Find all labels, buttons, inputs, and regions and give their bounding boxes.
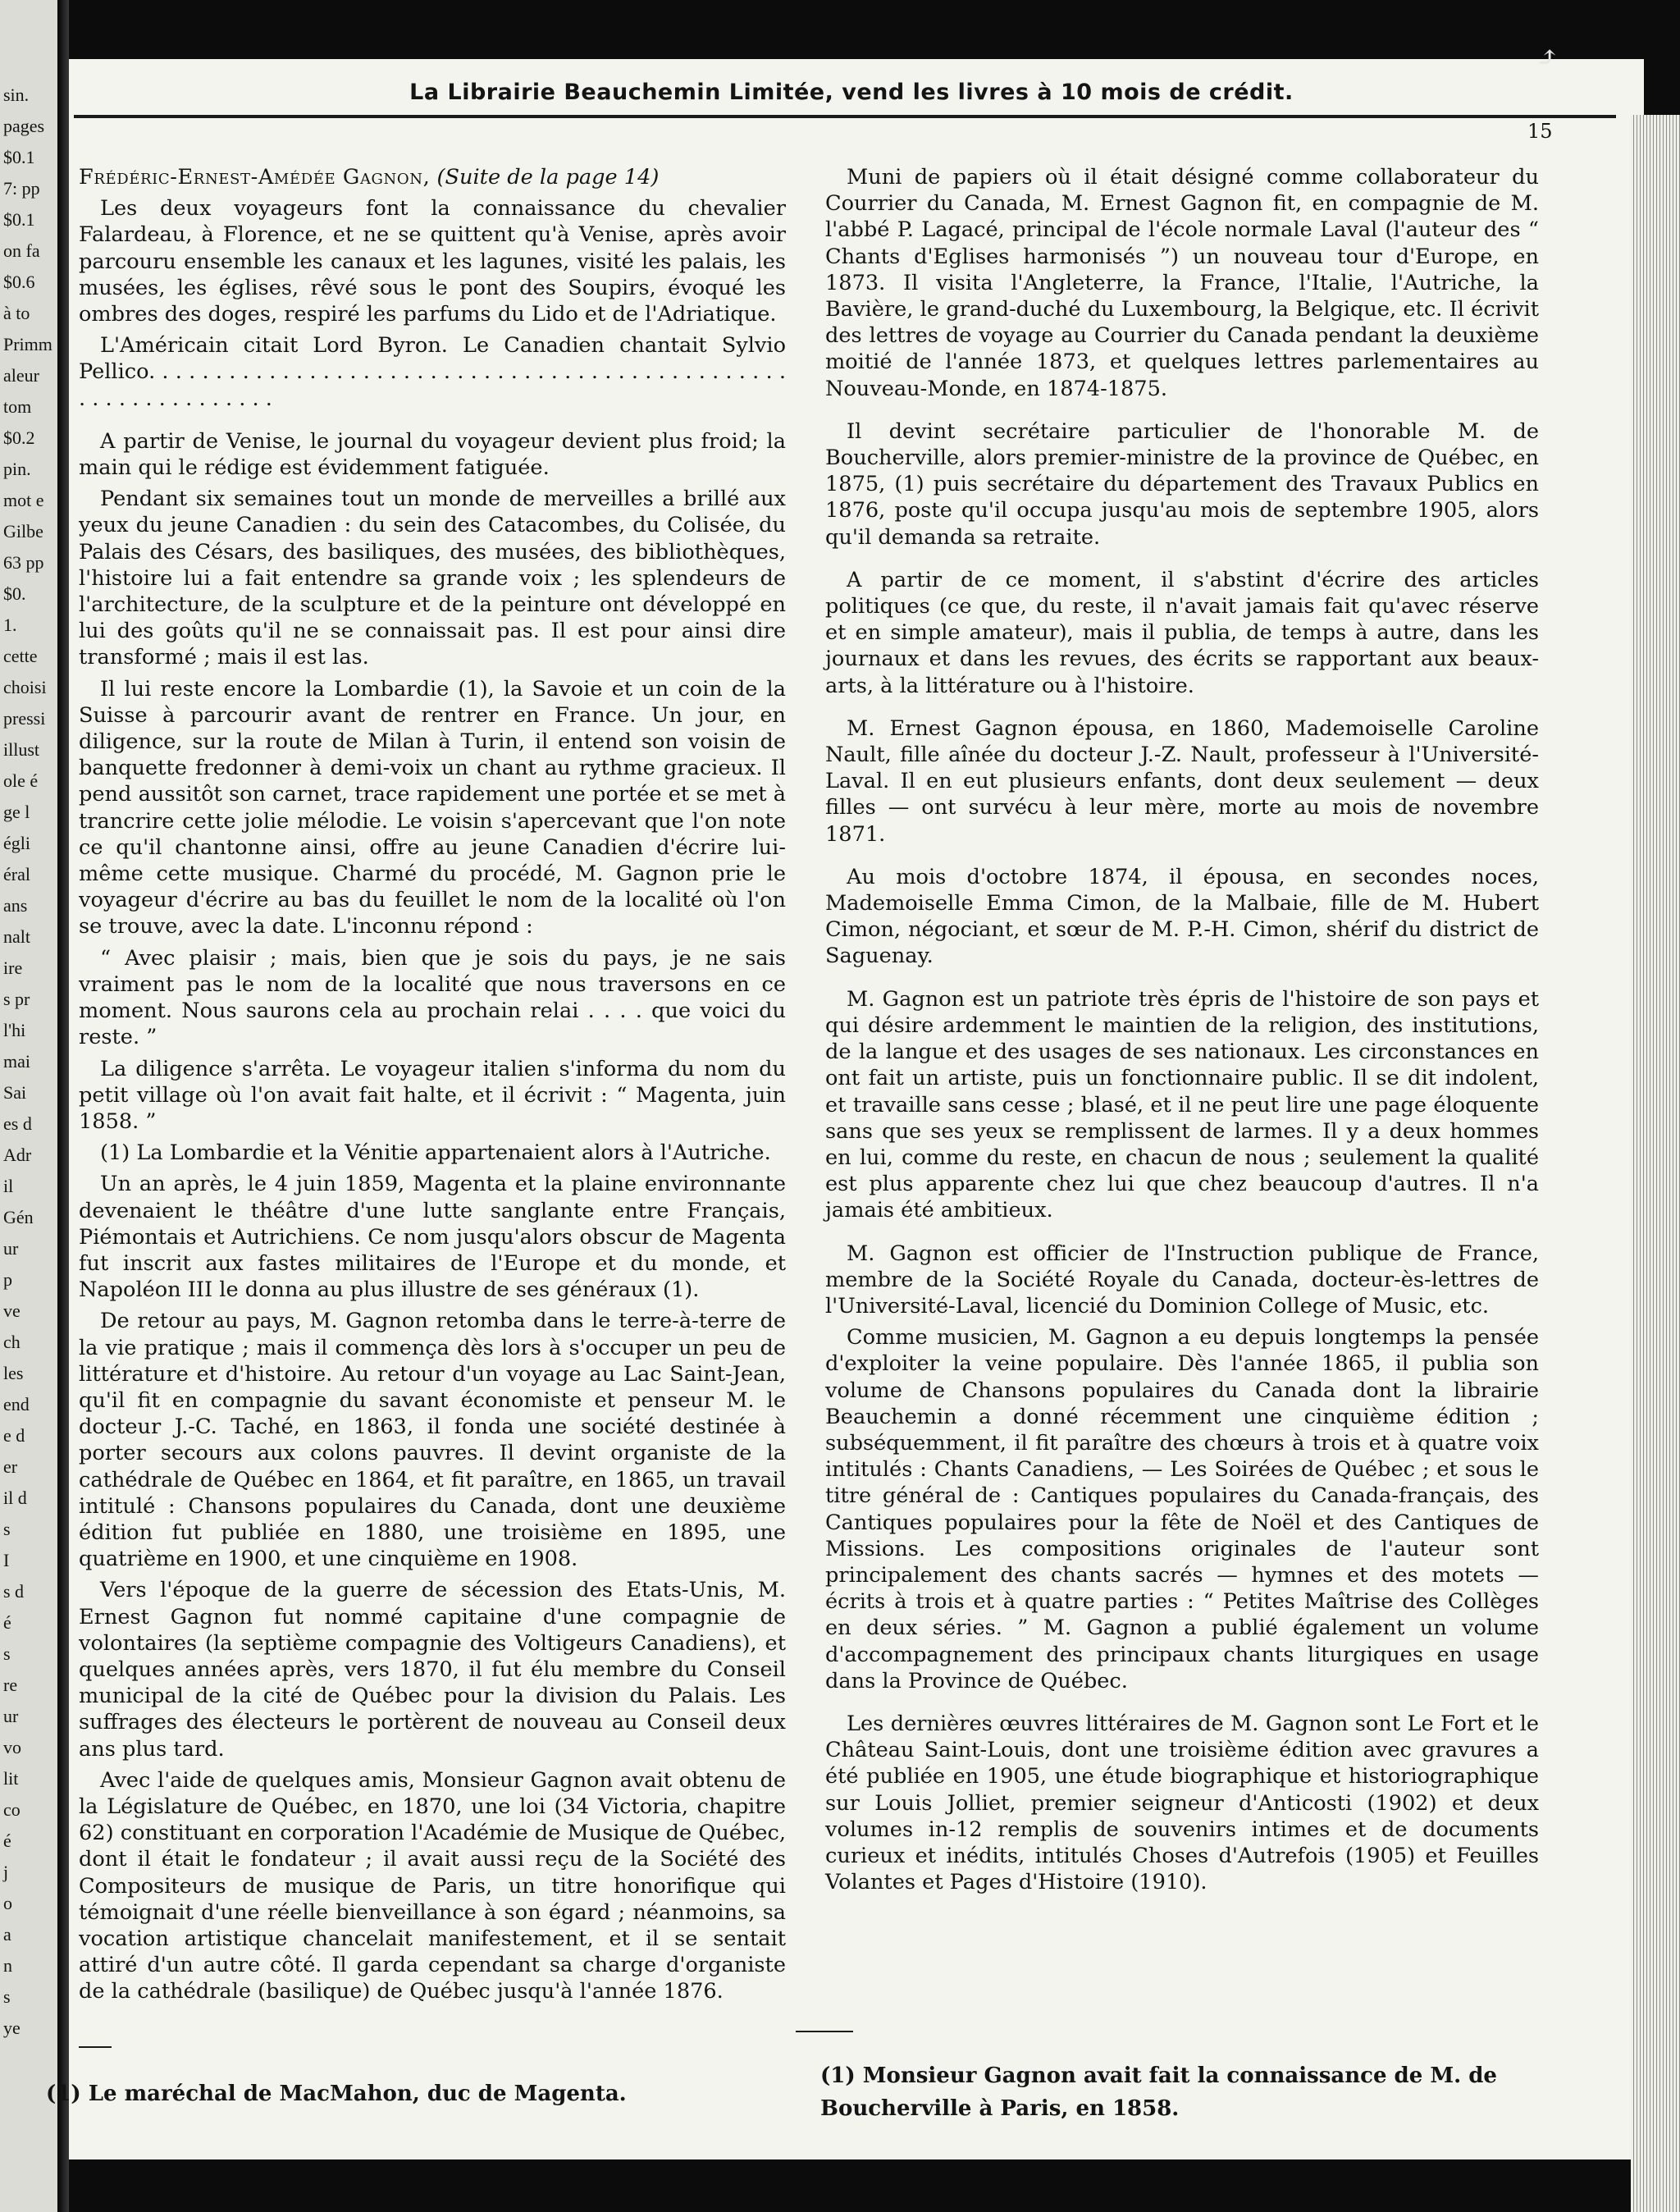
previous-page-fragment: l'hi (3, 1020, 26, 1040)
header-banner-text: La Librairie Beauchemin Limitée, vend les livres à 10 mois de crédit. (409, 79, 1294, 105)
previous-page-fragment: cette (3, 646, 38, 666)
paragraph: Les deux voyageurs font la connaissance du chevalier Falardeau, à Florence, et ne se quittent qu'à Venise, après avoir parcouru ensemble les canaux et les lagunes, visité les palais, les musées, les églises, rêvé sous le pont des Soupirs, évoqué les ombres des doges, respiré les parfums du Lido et de l'Adriatique. (79, 196, 786, 327)
paragraph: Muni de papiers où il était désigné comme collaborateur du Courrier du Canada, M. Ernest Gagnon fit, en compagnie de M. l'abbé P. Lagacé, principal de l'école normale Laval (l'auteur des “ Chants d'Eglises harmonisés ”) un nouveau tour d'Europe, en 1873. Il visita l'Angleterre, la France, l'Italie, l'Autriche, la Bavière, le grand-duché du Luxembourg, la Belgique, etc. Il écrivit des lettres de voyage au Courrier du Canada pendant la deuxième moitié de l'année 1873, et quelques lettres parlementaires au Nouveau-Monde, en 1874-1875. (825, 165, 1539, 401)
previous-page-fragment: s (3, 1986, 11, 2007)
previous-page-fragment: $0.6 (3, 272, 35, 292)
previous-page-strip (0, 0, 62, 2212)
previous-page-fragment: ye (3, 2018, 21, 2038)
footnote-left: (1) Le maréchal de MacMahon, duc de Magenta. (46, 2082, 627, 2106)
previous-page-fragment: ch (3, 1332, 21, 1352)
previous-page-fragment: Sai (3, 1082, 27, 1103)
previous-page-fragment: s (3, 1643, 11, 1664)
previous-page-fragment: p (3, 1269, 12, 1290)
previous-page-fragment: 1. (3, 615, 17, 635)
previous-page-fragment: ur (3, 1706, 19, 1726)
page-edges (1631, 115, 1680, 2212)
previous-page-fragment: Primm (3, 334, 52, 354)
previous-page-fragment: I (3, 1550, 10, 1570)
previous-page-fragment: ge l (3, 802, 30, 822)
previous-page-fragment: s (3, 1519, 11, 1539)
previous-page-fragment: $0.1 (3, 147, 35, 167)
previous-page-fragment: n (3, 1955, 12, 1976)
previous-page-fragment: ur (3, 1238, 19, 1259)
previous-page-fragment: $0.2 (3, 427, 35, 448)
previous-page-fragment: sin. (3, 85, 30, 105)
previous-page-fragment: end (3, 1394, 30, 1414)
previous-page-fragment: $0.1 (3, 209, 35, 230)
previous-page-fragment: illust (3, 739, 40, 760)
previous-page-fragment: é (3, 1830, 11, 1851)
previous-page-fragment: 7: pp (3, 178, 40, 199)
previous-page-fragment: lit (3, 1768, 19, 1789)
previous-page-fragment: 63 pp (3, 552, 44, 573)
paragraph: A partir de Venise, le journal du voyageur devient plus froid; la main qui le rédige est évidemment fatiguée. (79, 428, 786, 481)
previous-page-fragment: il d (3, 1488, 27, 1508)
previous-page-fragment: les (3, 1363, 24, 1383)
previous-page-fragment: re (3, 1675, 18, 1695)
previous-page-fragment: mai (3, 1051, 30, 1072)
previous-page-fragment: ole é (3, 770, 39, 791)
paragraph: Pendant six semaines tout un monde de merveilles a brillé aux yeux du jeune Canadien : du sein des Catacombes, du Colisée, du Palais des Césars, des basiliques, des musées, des bibliothèques, l'histoire lui a fait entendre sa grande voix ; les splendeurs de l'architecture, de la sculpture et de la peinture ont développé en lui des goûts qu'il ne se connaissait pas. Il est pour ainsi dire transformé ; mais il est las. (79, 487, 786, 670)
paragraph: Vers l'époque de la guerre de sécession des Etats-Unis, M. Ernest Gagnon fut nommé capitaine d'une compagnie de volontaires (la septième compagnie des Voltigeurs Canadiens), et quelques années après, vers 1870, il fut élu membre du Conseil municipal de la cité de Québec pour la division du Palais. Les suffrages des électeurs le portèrent de nouveau au Conseil deux ans plus tard. (79, 1578, 786, 1762)
previous-page-fragment: o (3, 1893, 12, 1913)
article-title (79, 164, 786, 190)
previous-page-fragment: pressi (3, 708, 46, 729)
previous-page-fragment: vo (3, 1737, 21, 1757)
footnote-rule-left (79, 2046, 112, 2048)
header-banner (72, 67, 1631, 117)
previous-page-fragment: Adr (3, 1145, 32, 1165)
previous-page-fragment: tom (3, 396, 32, 417)
previous-page-fragment: e d (3, 1425, 25, 1446)
previous-page-fragment: ve (3, 1300, 21, 1321)
book-spine (57, 0, 69, 2212)
paragraph: M. Ernest Gagnon épousa, en 1860, Mademoiselle Caroline Nault, fille aînée du docteur J.-Z. Nault, professeur à l'Université-Laval. Il en eut plusieurs enfants, dont deux seulement — deux filles — ont survécu à leur mère, morte au mois de novembre 1871. (825, 715, 1539, 847)
paragraph: Les dernières œuvres littéraires de M. Gagnon sont Le Fort et le Château Saint-Louis, dont une troisième édition avec gravures a été publiée en 1905, une étude biographique et historiographique sur Louis Jolliet, premier seigneur d'Anticosti (1902) et deux volumes in-12 remplis de souvenirs intimes et de documents curieux et inédits, intitulés Choses d'Autrefois (1905) et Feuilles Volantes et Pages d'Histoire (1910). (825, 1711, 1539, 1895)
right-column (825, 164, 1539, 1900)
previous-page-fragment: er (3, 1456, 18, 1477)
paragraph: A partir de ce moment, il s'abstint d'écrire des articles politiques (ce que, du reste, il n'avait jamais fait qu'avec réserve et en simple amateur), mais il publia, de temps à autre, dans les journaux et dans les revues, des écrits se rapportant aux beaux-arts, à la littérature ou à l'histoire. (825, 567, 1539, 698)
previous-page-fragment: il (3, 1176, 14, 1196)
paragraph: La diligence s'arrêta. Le voyageur italien s'informa du nom du petit village où l'on avait fait halte, et il écrivit : “ Magenta, juin 1858. ” (79, 1056, 786, 1134)
previous-page-fragment: a (3, 1924, 11, 1945)
article-title-name: Frédéric-Ernest-Amédée Gagnon, (79, 165, 431, 190)
footnote-right: (1) Monsieur Gagnon avait fait la connaissance de M. de Boucherville à Paris, en 1858. (820, 2063, 1497, 2121)
previous-page-fragment: à to (3, 303, 30, 323)
footnote-inline: (1) La Lombardie et la Vénitie appartenaient alors à l'Autriche. (100, 1140, 771, 1166)
paragraph: Il devint secrétaire particulier de l'honorable M. de Boucherville, alors premier-ministre de la province de Québec, en 1875, (1) puis secrétaire du département des Travaux Publics en 1876, poste qu'il occupa jusqu'au mois de septembre 1905, alors qu'il demanda sa retraite. (825, 418, 1539, 550)
paragraph: Comme musicien, M. Gagnon a eu depuis longtemps la pensée d'exploiter la veine populaire. Dès l'année 1865, il publia son volume de Chansons populaires du Canada dont la librairie Beauchemin a donné récemment une cinquième édition ; subséquemment, il fit paraître des chœurs à trois et à quatre voix intitulés : Chants Canadiens, — Les Soirées de Québec ; et sous le titre général de : Cantiques populaires du Canada-français, des Cantiques populaires pour la fête de Noël et des Cantiques de Missions. Les compositions originales de l'auteur sont principalement des chants sacrés — hymnes et des motets — écrits à trois et à quatre parties : “ Petites Maîtrise des Collèges en deux séries. ” M. Gagnon a publié également un volume d'accompagnement des principaux chants liturgiques en usage dans la Province de Québec. (825, 1325, 1539, 1693)
paragraph: M. Gagnon est un patriote très épris de l'histoire de son pays et qui désire ardemment le maintien de la religion, des institutions, de la langue et des usages de ses nationaux. Les circonstances en ont fait un artiste, puis un fonctionnaire public. Il se dit indolent, et travaille sans cesse ; blasé, et il ne peut lire une page éloquente sans que ses yeux se remplissent de larmes. Il y a deux hommes en lui, comme du reste, en chacun de nous ; seulement la qualité est plus apparente chez lui que chez beaucoup d'autres. Il n'a jamais été ambitieux. (825, 986, 1539, 1223)
paragraph: Avec l'aide de quelques amis, Monsieur Gagnon avait obtenu de la Législature de Québec, en 1870, une loi (34 Victoria, chapitre 62) constituant en corporation l'Académie de Musique de Québec, dont il était le fondateur ; il avait aussi reçu de la Société des Compositeurs de musique de Paris, un titre honorifique qui témoignait d'une réelle bienveillance à son égard ; néanmoins, sa vocation artistique chancelait manifestement, et il se sentait attiré d'un autre côté. Il garda cependant sa charge d'organiste de la cathédrale (basilique) de Québec jusqu'à l'année 1876. (79, 1767, 786, 2004)
previous-page-fragment: Gilbe (3, 521, 43, 542)
paragraph: De retour au pays, M. Gagnon retomba dans le terre-à-terre de la vie pratique ; mais il commença dès lors à s'occuper un peu de littérature et d'histoire. Au retour d'un voyage au Lac Saint-Jean, qu'il fit en compagnie du savant économiste et penseur M. le docteur J.-C. Taché, en 1863, il fonda une société destinée à porter secours aux colons pauvres. Il devint organiste de la cathédrale de Québec en 1864, et fit paraître, en 1865, un travail intitulé : Chansons populaires du Canada, dont une deuxième édition fut publiée en 1880, une troisième en 1895, une quatrième en 1900, et une cinquième en 1908. (79, 1309, 786, 1572)
previous-page-fragment: Gén (3, 1207, 34, 1227)
article-title-continuation: (Suite de la page 14) (436, 165, 660, 190)
paragraph: Il lui reste encore la Lombardie (1), la Savoie et un coin de la Suisse à parcourir avant de rentrer en France. Un jour, en diligence, sur la route de Milan à Turin, il entend son voisin de banquette fredonner à demi-voix un chant au rythme gracieux. Il pend aussitôt son carnet, trace rapidement une portée et se met à trancrire cette jolie mélodie. Le voisin s'apercevant que l'on note ce qu'il chantonne ainsi, offre au jeune Canadien d'écrire lui-même cette musique. Charmé du procédé, M. Gagnon prie le voyageur d'écrire au bas du feuillet le nom de la localité où l'on se trouve, avec la date. L'inconnu répond : (79, 676, 786, 939)
previous-page-fragment: ans (3, 895, 28, 916)
footnote-rule-right (796, 2031, 853, 2032)
previous-page-fragment: é (3, 1612, 11, 1633)
paragraph: Un an après, le 4 juin 1859, Magenta et la plaine environnante devenaient le théâtre d'une lutte sanglante entre Français, Piémontais et Autrichiens. Ce nom jusqu'alors obscur de Magenta fut inscrit aux fastes militaires de l'Europe et du monde, et Napoléon III le donna au plus illustre de ses généraux (1). (79, 1172, 786, 1303)
previous-page-fragment: ire (3, 957, 23, 978)
paragraph: L'Américain citait Lord Byron. Le Canadien chantait Sylvio Pellico. . . . . . . . . . . . . . . . . . . . . . . . . . . . . . . . . . . . . . . . . . . . . . . . . . . . . . . . . . . . . . . (79, 333, 786, 411)
previous-page-fragment: égli (3, 833, 30, 853)
previous-page-fragment: mot e (3, 490, 44, 510)
previous-page-fragment: choisi (3, 677, 47, 697)
previous-page-fragment: aleur (3, 365, 39, 386)
left-column (79, 164, 786, 2010)
paragraph: M. Gagnon est officier de l'Instruction publique de France, membre de la Société Royale du Canada, docteur-ès-lettres de l'Université-Laval, licencié du Dominion College of Music, etc. (825, 1241, 1539, 1319)
paragraph: Au mois d'octobre 1874, il épousa, en secondes noces, Mademoiselle Emma Cimon, de la Malbaie, fille de M. Hubert Cimon, négociant, et sœur de M. P.-H. Cimon, shérif du district de Saguenay. (825, 864, 1539, 969)
previous-page-fragment: s pr (3, 989, 30, 1009)
previous-page-fragment: j (3, 1862, 9, 1882)
previous-page-fragment: s d (3, 1581, 25, 1602)
previous-page-fragment: éral (3, 864, 30, 884)
previous-page-fragment: es d (3, 1113, 32, 1134)
previous-page-fragment: on fa (3, 240, 40, 261)
previous-page-fragment: nalt (3, 926, 30, 947)
previous-page-fragment: pin. (3, 459, 31, 479)
previous-page-fragment: $0. (3, 583, 26, 604)
previous-page-fragment: co (3, 1799, 21, 1820)
corner-mark: ⤴ (1536, 41, 1559, 74)
header-rule (74, 115, 1616, 118)
paragraph: “ Avec plaisir ; mais, bien que je sois du pays, je ne sais vraiment pas le nom de la localité que nous traversons en ce moment. Nous saurons cela au prochain relai . . . . que voici du reste. ” (79, 945, 786, 1050)
page-number: 15 (1527, 120, 1553, 143)
previous-page-fragment: pages (3, 116, 45, 136)
